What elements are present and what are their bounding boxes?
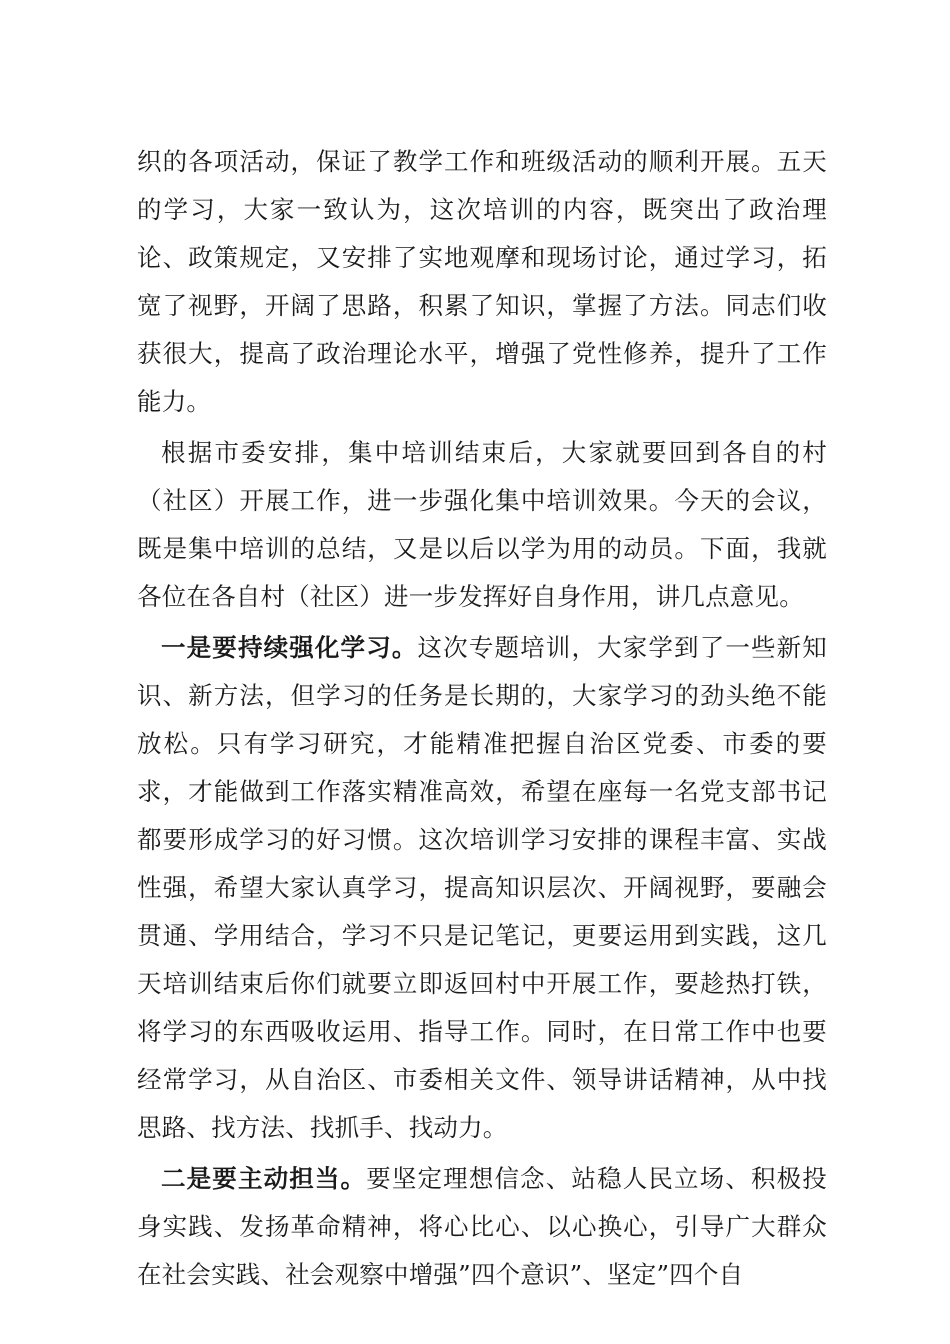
paragraph-text: 根据市委安排，集中培训结束后，大家就要回到各自的村（社区）开展工作，进一步强化集中培训效果。今天的会议，既是集中培训的总结，又是以后以学为用的动员。下面，我就各位在各自村（社区）进一步发挥好自身作用，讲几点意见。: [137, 438, 827, 611]
document-body: [137, 138, 827, 1302]
point-heading: 一是要持续强化学习。: [161, 633, 418, 662]
point-heading: 二是要主动担当。: [161, 1164, 367, 1193]
paragraph-point-two: [137, 1155, 827, 1299]
paragraph-continuation: [137, 138, 827, 426]
paragraph-text: 这次专题培训，大家学到了一些新知识、新方法，但学习的任务是长期的，大家学习的劲头绝不能放松。只有学习研究，才能精准把握自治区党委、市委的要求，才能做到工作落实精准高效，希望在座每一名党支部书记都要形成学习的好习惯。这次培训学习安排的课程丰富、实战性强，希望大家认真学习，提高知识层次、开阔视野，要融会贯通、学用结合，学习不只是记笔记，更要运用到实践，这几天培训结束后你们就要立即返回村中开展工作，要趁热打铁，将学习的东西吸收运用、指导工作。同时，在日常工作中也要经常学习，从自治区、市委相关文件、领导讲话精神，从中找思路、找方法、找抓手、找动力。: [137, 633, 828, 1142]
paragraph-arrangement: [137, 429, 827, 621]
paragraph-text: 织的各项活动，保证了教学工作和班级活动的顺利开展。五天的学习，大家一致认为，这次培训的内容，既突出了政治理论、政策规定，又安排了实地观摩和现场讨论，通过学习，拓宽了视野，开阔了思路，积累了知识，掌握了方法。同志们收获很大，提高了政治理论水平，增强了党性修养，提升了工作能力。: [137, 147, 827, 416]
paragraph-point-one: [137, 624, 827, 1152]
paragraph-text: 要坚定理想信念、站稳人民立场、积极投身实践、发扬革命精神，将心比心、以心换心，引导广大群众在社会实践、社会观察中增强”四个意识”、坚定”四个自: [137, 1164, 827, 1289]
